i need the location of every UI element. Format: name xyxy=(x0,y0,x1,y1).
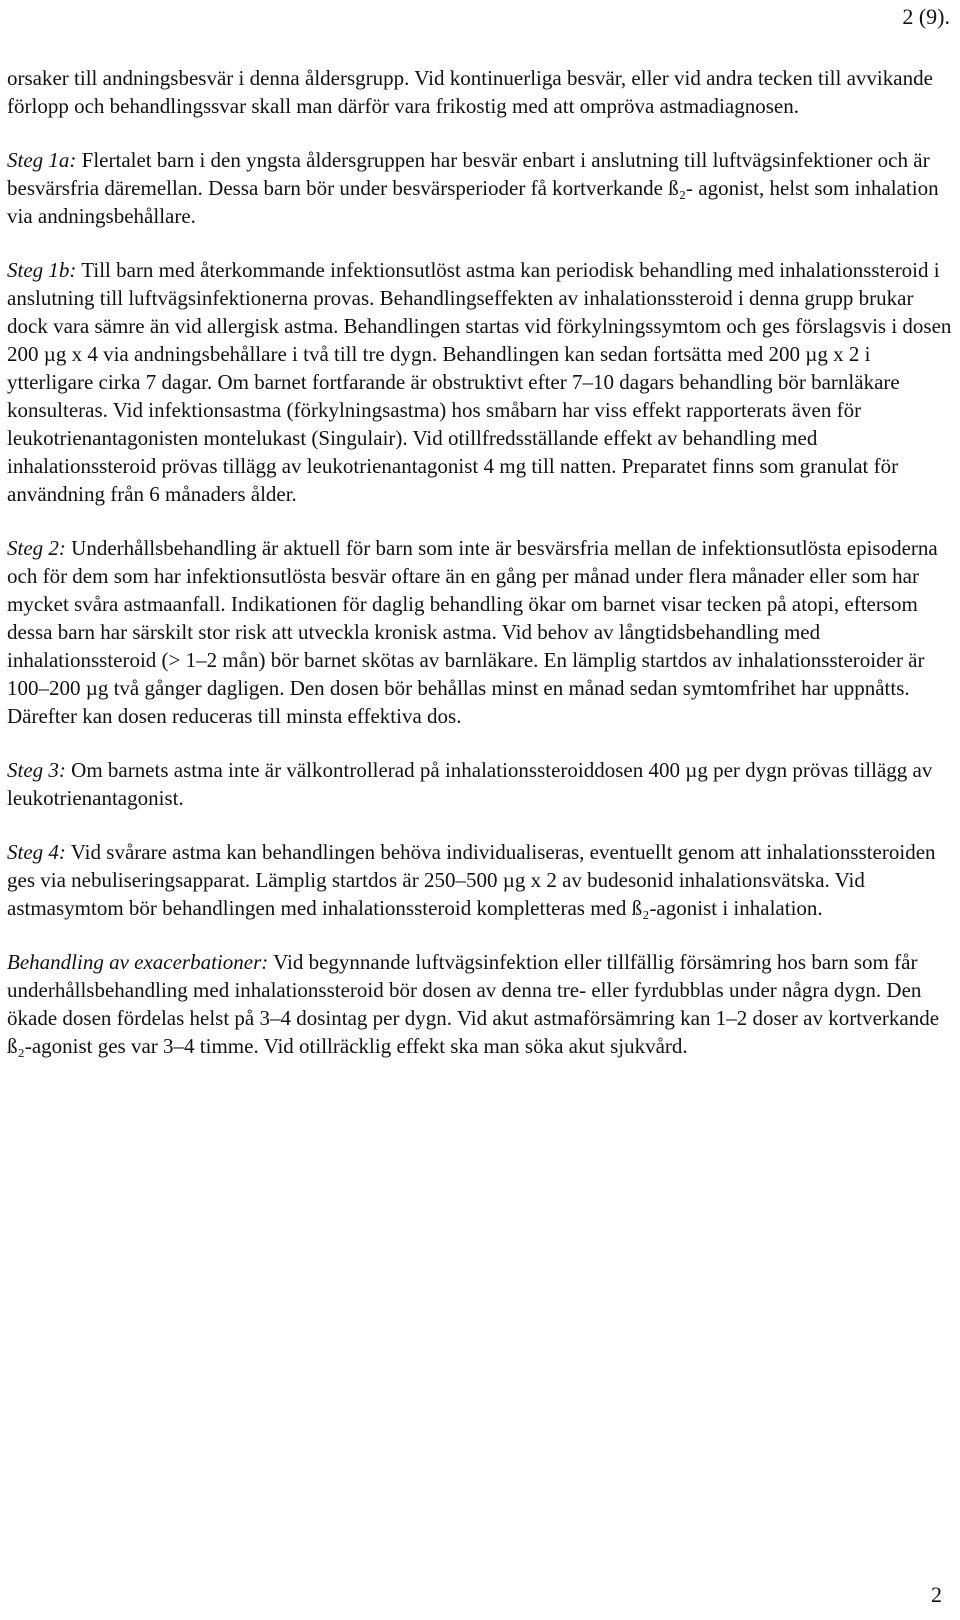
page-number: 2 xyxy=(931,1582,942,1607)
paragraph-text: Till barn med återkommande infektionsutlöst astma kan periodisk behandling med inhalationssteroid i anslutning till luftvägsinfektionerna provas. Behandlingseffekten av inhalationssteroid i denna grupp brukar dock vara sämre än vid allergisk astma. Behandlingen startas vid förkylningssymtom och ges förslagsvis i dosen 200 µg x 4 via andningsbehållare i två till tre dygn. Behandlingen kan sedan fortsätta med 200 µg x 2 i ytterligare cirka 7 dagar. Om barnet fortfarande är obstruktivt efter 7–10 dagars behandling bör barnläkare konsulteras. Vid infektionsastma (förkylningsastma) hos småbarn har viss effekt rapporterats även för leukotrienantagonisten montelukast (Singulair). Vid otillfredsställande effekt av behandling med inhalationssteroid prövas tillägg av leukotrienantagonist 4 mg till natten. Preparatet finns som granulat för användning från 6 månaders ålder. xyxy=(7,258,952,506)
paragraph-steg-1b xyxy=(7,256,955,508)
paragraph-label: Behandling av exacerbationer: xyxy=(7,950,269,974)
paragraph-text: Om barnets astma inte är välkontrollerad på inhalationssteroiddosen 400 µg per dygn prövas tillägg av leukotrienantagonist. xyxy=(7,758,933,810)
paragraph-text: Vid svårare astma kan behandlingen behöva individualiseras, eventuellt genom att inhalationssteroiden ges via nebuliseringsapparat. Lämplig startdos är 250–500 µg x 2 av budesonid inhalationsvätska. Vid astmasymtom bör behandlingen med inhalationssteroid kompletteras med ß₂-agonist i inhalation. xyxy=(7,840,936,920)
paragraph-label: Steg 1b: xyxy=(7,258,77,282)
paragraph-steg-4 xyxy=(7,838,955,922)
paragraph-text: Flertalet barn i den yngsta åldersgruppen har besvär enbart i anslutning till luftvägsinfektioner och är besvärsfria däremellan. Dessa barn bör under besvärsperioder få kortverkande ß₂- agonist, helst som inhalation via andningsbehållare. xyxy=(7,148,939,228)
paragraph-label: Steg 1a: xyxy=(7,148,77,172)
paragraph-steg-2 xyxy=(7,534,955,730)
paragraph-text: Vid begynnande luftvägsinfektion eller tillfällig försämring hos barn som får underhållsbehandling med inhalationssteroid bör dosen av denna tre- eller fyrdubblas under några dygn. Den ökade dosen fördelas helst på 3–4 dosintag per dygn. Vid akut astmaförsämring kan 1–2 doser av kortverkande ß₂-agonist ges var 3–4 timme. Vid otillräcklig effekt ska man söka akut sjukvård. xyxy=(7,950,940,1058)
paragraph-intro xyxy=(7,64,955,120)
paragraph-text: Underhållsbehandling är aktuell för barn som inte är besvärsfria mellan de infektionsutlösta episoderna och för dem som har infektionsutlösta besvär oftare än en gång per månad under flera månader eller som har mycket svåra astmaanfall. Indikationen för daglig behandling ökar om barnet visar tecken på atopi, eftersom dessa barn har särskilt stor risk att utveckla kronisk astma. Vid behov av långtidsbehandling med inhalationssteroid (> 1–2 mån) bör barnet skötas av barnläkare. En lämplig startdos av inhalationssteroider är 100–200 µg två gånger dagligen. Den dosen bör behållas minst en månad sedan symtomfrihet har uppnåtts. Därefter kan dosen reduceras till minsta effektiva dos. xyxy=(7,536,938,728)
paragraph-text: orsaker till andningsbesvär i denna åldersgrupp. Vid kontinuerliga besvär, eller vid andra tecken till avvikande förlopp och behandlingssvar skall man därför vara frikostig med att ompröva astmadiagnosen. xyxy=(7,66,933,118)
paragraph-label: Steg 4: xyxy=(7,840,66,864)
document-body xyxy=(7,64,955,1086)
paragraph-steg-1a xyxy=(7,146,955,230)
paragraph-steg-3 xyxy=(7,756,955,812)
page-indicator: 2 (9). xyxy=(902,4,950,29)
paragraph-label: Steg 3: xyxy=(7,758,66,782)
paragraph-exacerbationer xyxy=(7,948,955,1060)
paragraph-label: Steg 2: xyxy=(7,536,66,560)
